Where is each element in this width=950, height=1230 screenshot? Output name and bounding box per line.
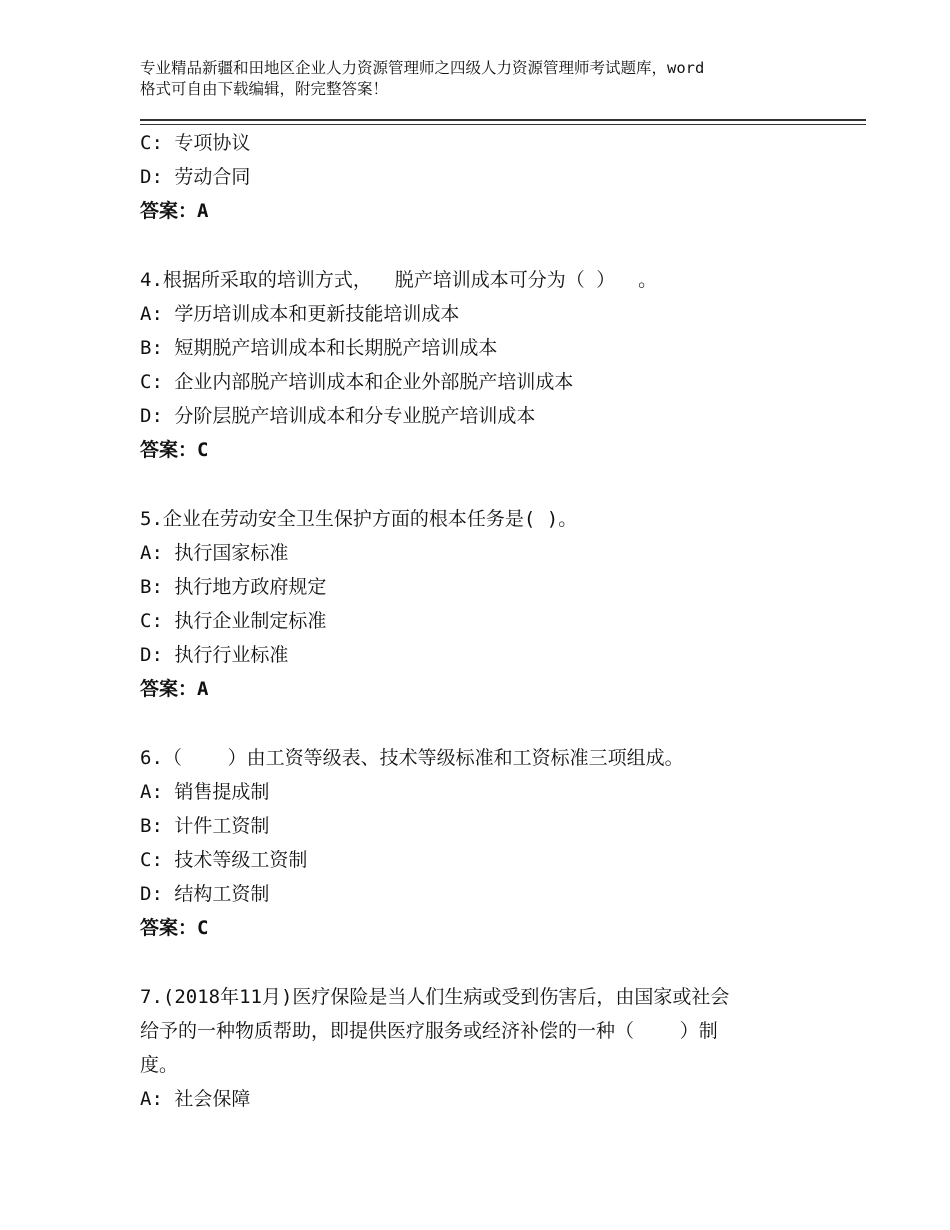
q7-stem-line-3: 度。 [140, 1054, 179, 1076]
q5-stem: 5.企业在劳动安全卫生保护方面的根本任务是( )。 [140, 508, 578, 530]
q4-stem: 4.根据所采取的培训方式， 脱产培训成本可分为（ ） 。 [140, 269, 658, 291]
q4-option-d: D: 分阶层脱产培训成本和分专业脱产培训成本 [140, 405, 536, 427]
q5-option-d: D: 执行行业标准 [140, 644, 289, 666]
q4-option-a: A: 学历培训成本和更新技能培训成本 [140, 303, 460, 325]
q7-stem-line-2: 给予的一种物质帮助，即提供医疗服务或经济补偿的一种（ ）制 [140, 1020, 718, 1042]
q3-option-c: C: 专项协议 [140, 132, 251, 154]
document-header [140, 58, 830, 100]
q5-option-c: C: 执行企业制定标准 [140, 610, 327, 632]
q7-option-a: A: 社会保障 [140, 1088, 251, 1110]
q6-option-b: B: 计件工资制 [140, 815, 270, 837]
q5-option-a: A: 执行国家标准 [140, 542, 289, 564]
header-title-line-2: 格式可自由下载编辑，附完整答案！ [140, 80, 389, 98]
q5-answer: 答案：A [140, 678, 209, 700]
header-title-line-1: 专业精品新疆和田地区企业人力资源管理师之四级人力资源管理师考试题库，word [140, 59, 705, 77]
q6-option-c: C: 技术等级工资制 [140, 849, 308, 871]
q4-option-c: C: 企业内部脱产培训成本和企业外部脱产培训成本 [140, 371, 574, 393]
q6-answer: 答案：C [140, 917, 209, 939]
header-rule-thick [140, 119, 866, 121]
q4-option-b: B: 短期脱产培训成本和长期脱产培训成本 [140, 337, 498, 359]
q6-option-d: D: 结构工资制 [140, 883, 270, 905]
header-rule-thin [140, 124, 866, 125]
q4-answer: 答案：C [140, 439, 209, 461]
q5-option-b: B: 执行地方政府规定 [140, 576, 327, 598]
q6-stem: 6.（ ）由工资等级表、技术等级标准和工资标准三项组成。 [140, 747, 684, 769]
q6-option-a: A: 销售提成制 [140, 781, 270, 803]
q3-answer: 答案：A [140, 200, 209, 222]
q7-stem-line-1: 7.(2018年11月)医疗保险是当人们生病或受到伤害后，由国家或社会 [140, 986, 730, 1008]
q3-option-d: D: 劳动合同 [140, 166, 251, 188]
